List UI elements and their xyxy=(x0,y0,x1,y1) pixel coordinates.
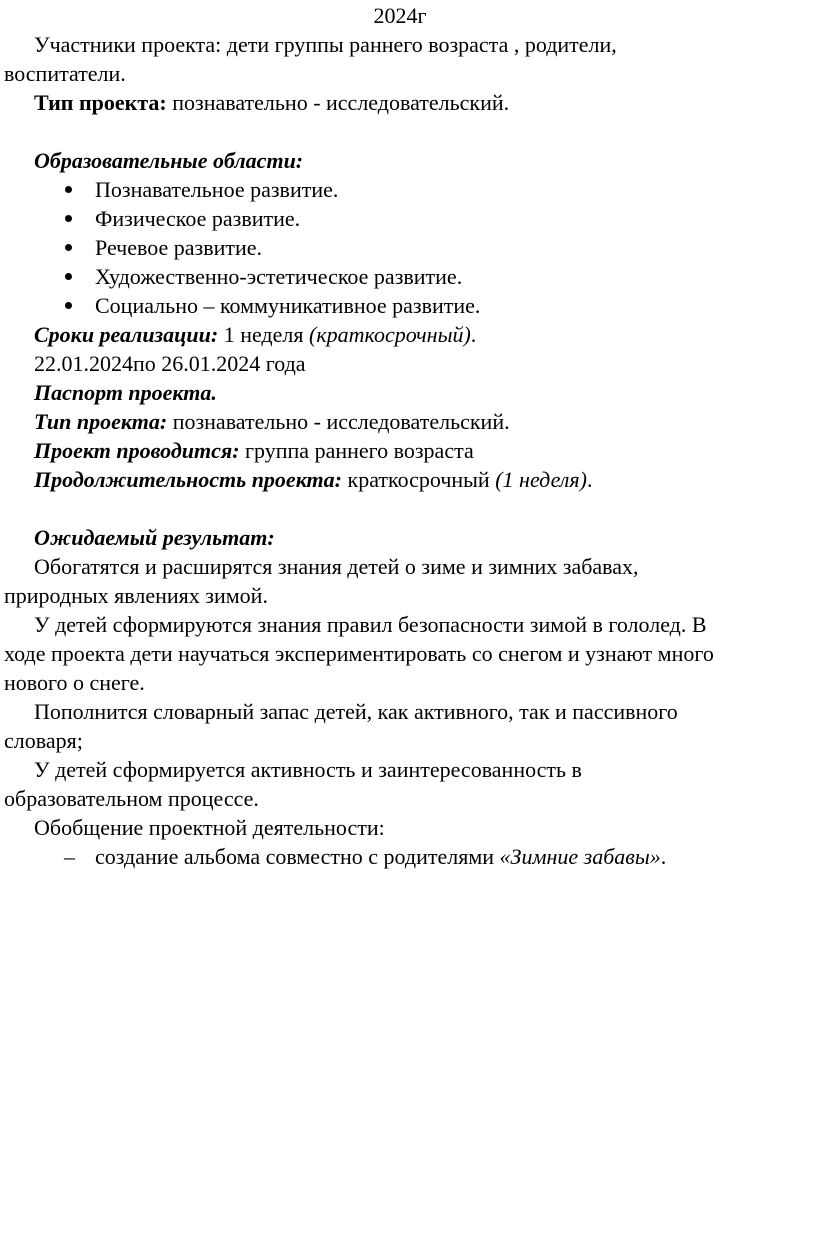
passport-duration-note: (1 неделя) xyxy=(495,467,587,492)
timing-value: 1 неделя xyxy=(223,322,304,347)
passport-type-value: познавательно - исследовательский. xyxy=(172,409,510,434)
document-page xyxy=(0,1,816,1249)
passport-conducted-line xyxy=(4,436,796,465)
results-paragraph-2-cont: ходе проекта дети научаться экспериментировать со снегом и узнают много xyxy=(4,641,714,666)
passport-heading xyxy=(4,378,796,407)
list-item xyxy=(4,842,796,871)
project-type-label: Тип проекта: xyxy=(34,90,167,115)
spacer xyxy=(4,494,796,523)
passport-conducted-value: группа раннего возраста xyxy=(245,438,474,463)
results-paragraph-3: Пополнится словарный запас детей, как активного, так и пассивного xyxy=(34,699,678,724)
edu-areas-heading-text: Образовательные области: xyxy=(34,148,304,173)
results-heading-text: Ожидаемый результат: xyxy=(34,525,275,550)
spacer xyxy=(4,117,796,146)
edu-areas-heading xyxy=(4,146,796,175)
participants-text: дети группы раннего возраста , родители, xyxy=(226,32,617,57)
passport-type-line xyxy=(4,407,796,436)
passport-heading-text: Паспорт проекта. xyxy=(34,380,217,405)
results-paragraph-3-cont: словаря; xyxy=(4,728,83,753)
results-paragraph-4-cont: образовательном процессе. xyxy=(4,786,259,811)
participants-continuation: воспитатели. xyxy=(4,61,126,86)
passport-duration-line xyxy=(4,465,796,494)
timing-end: . xyxy=(470,322,477,347)
summary-item-end: . xyxy=(660,844,667,869)
results-paragraph-4: У детей сформируется активность и заинтересованность в xyxy=(34,757,582,782)
list-item: Художественно-эстетическое развитие. xyxy=(4,262,796,291)
passport-duration-value: краткосрочный xyxy=(347,467,490,492)
passport-duration-label: Продолжительность проекта: xyxy=(34,467,342,492)
timing-note: (краткосрочный) xyxy=(309,322,471,347)
passport-type-label: Тип проекта: xyxy=(34,409,168,434)
list-item: Социально – коммуникативное развитие. xyxy=(4,291,796,320)
results-paragraph-1-cont: природных явлениях зимой. xyxy=(4,583,268,608)
results-heading xyxy=(4,523,796,552)
project-type-value: познавательно - исследовательский. xyxy=(172,90,510,115)
results-paragraph-2-cont: нового о снеге. xyxy=(4,670,145,695)
results-paragraph-5: Обобщение проектной деятельности: xyxy=(34,815,385,840)
participants-line xyxy=(4,30,796,59)
results-paragraph-1: Обогатятся и расширятся знания детей о зиме и зимних забавах, xyxy=(34,554,639,579)
results-paragraph-2: У детей сформируются знания правил безопасности зимой в гололед. В xyxy=(34,612,707,637)
timing-label: Сроки реализации: xyxy=(34,322,219,347)
passport-conducted-label: Проект проводится: xyxy=(34,438,240,463)
list-item: Познавательное развитие. xyxy=(4,175,796,204)
list-item: Физическое развитие. xyxy=(4,204,796,233)
year-heading: 2024г xyxy=(373,3,427,28)
summary-list xyxy=(4,842,796,871)
participants-label: Участники проекта: xyxy=(34,32,222,57)
edu-areas-list xyxy=(4,175,796,320)
summary-item-text: создание альбома совместно с родителями xyxy=(95,844,495,869)
list-item: Речевое развитие. xyxy=(4,233,796,262)
timing-dates: 22.01.2024по 26.01.2024 года xyxy=(34,351,306,376)
passport-duration-end: . xyxy=(586,467,593,492)
summary-item-album-name: «Зимние забавы» xyxy=(499,844,661,869)
project-type-line xyxy=(4,88,796,117)
timing-line xyxy=(4,320,796,349)
